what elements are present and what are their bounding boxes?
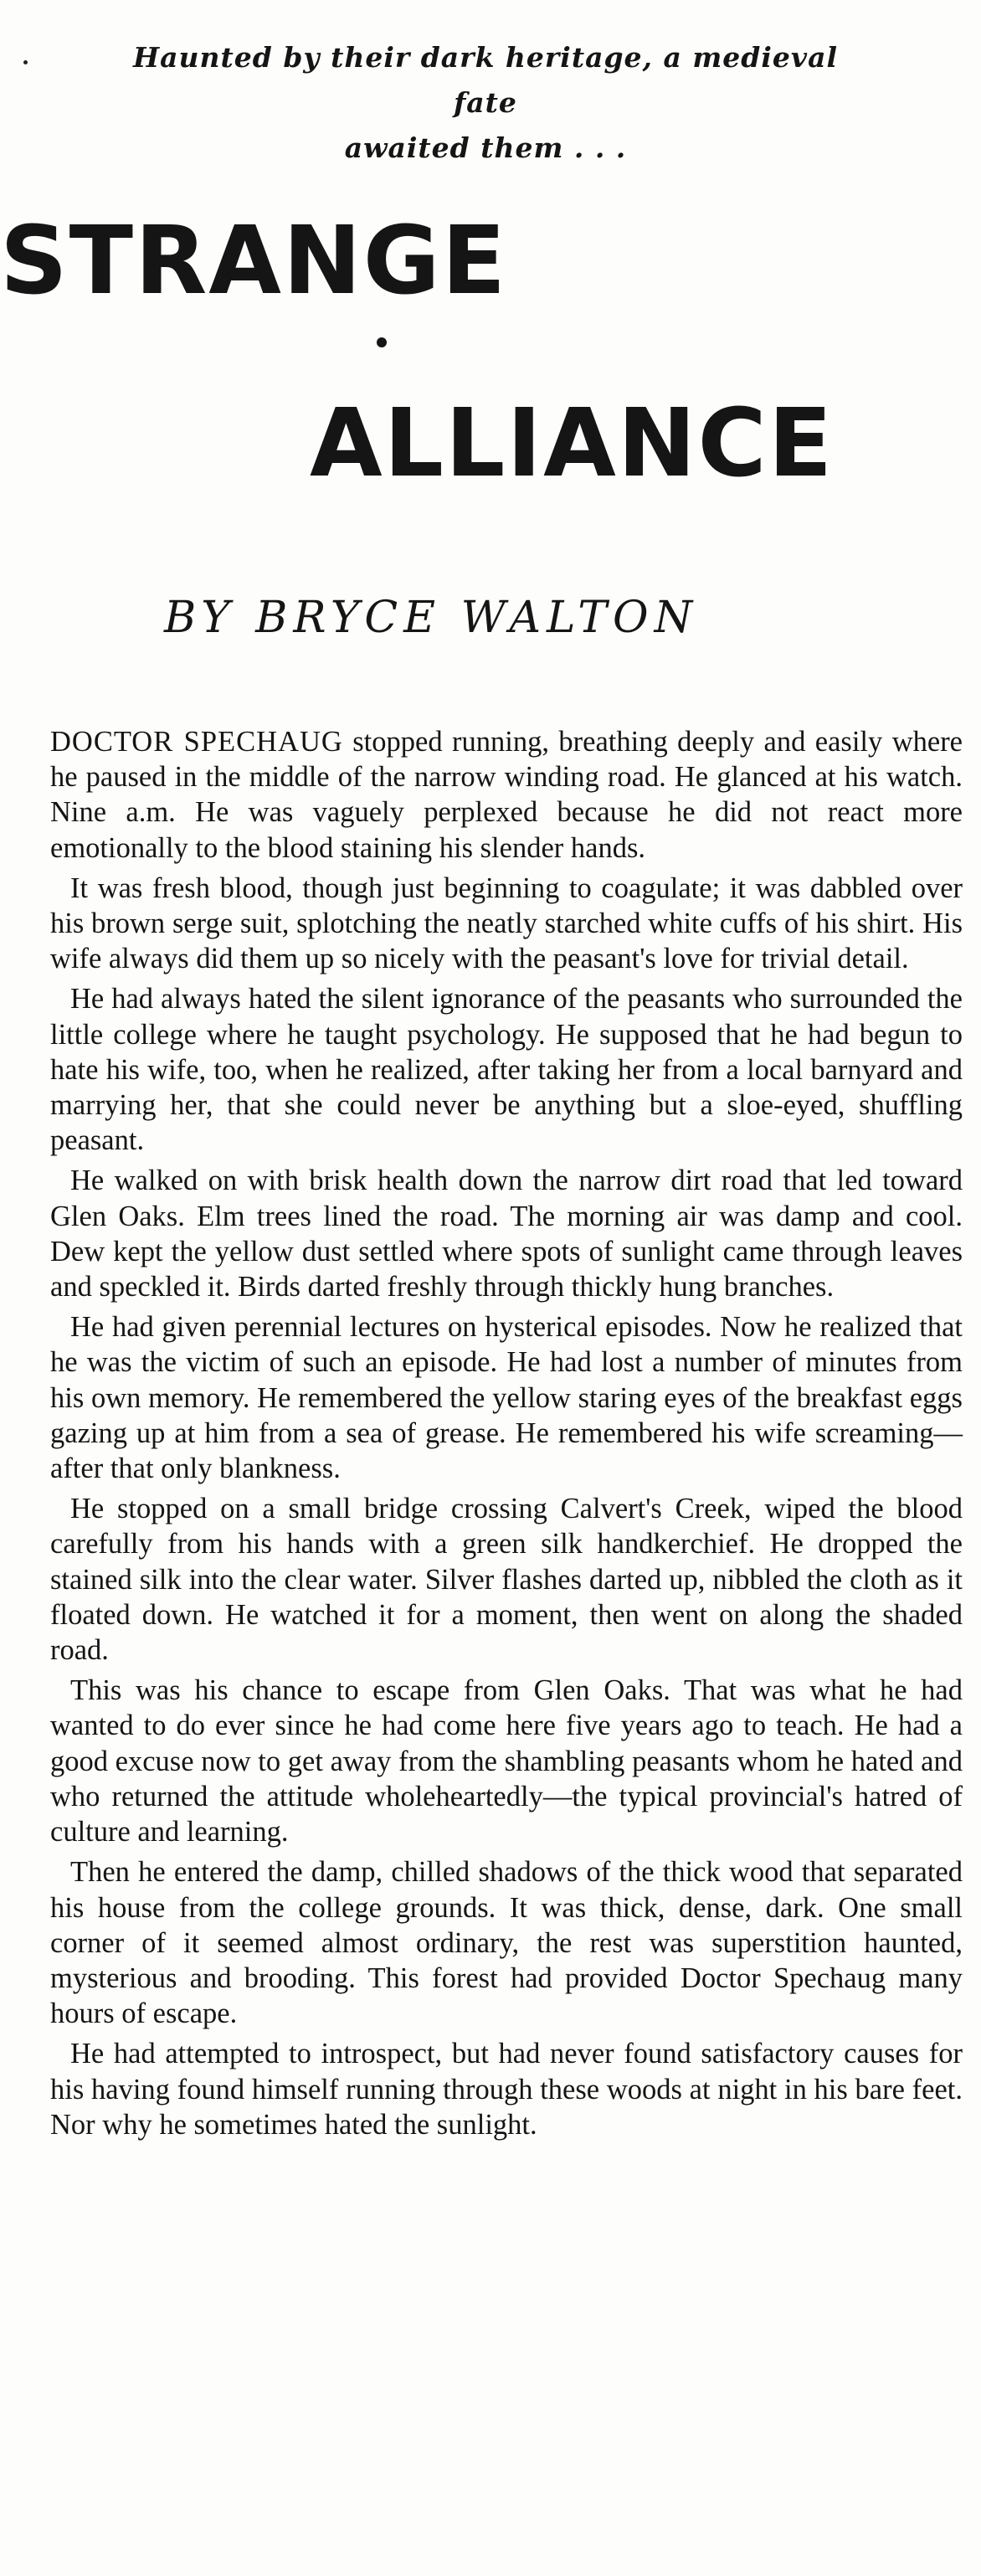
paragraph-5: He had given perennial lectures on hysterical episodes. Now he realized that he was the victim of such an episode. He had lost a number of minutes from his own memory. He remembered the yellow staring eyes of the breakfast eggs gazing up at him from a sea of grease. He remembered his wife screaming—after that only blankness. [50,1311,963,1485]
tagline-line-1: Haunted by their dark heritage, a medieval fate [133,41,838,119]
title-line-1: STRANGE [0,207,508,316]
paragraph-8: Then he entered the damp, chilled shadows of the thick wood that separated his house from the college grounds. It was thick, dense, dark. One small corner of it seemed almost ordinary, the rest was superstition haunted, mysterious and brooding. This forest had provided Doctor Spechaug many hours of escape. [50,1856,963,2030]
opening-caps: DOCTOR SPECHAUG [50,726,343,758]
paragraph-7: This was his chance to escape from Glen Oaks. That was what he had wanted to do ever since he had come here five years ago to teach. He had a good excuse now to get away from the shambling peasants whom he hated and who returned the attitude wholeheartedly—the typical provincial's hatred of culture and learning. [50,1674,963,1848]
paragraph-9: He had attempted to introspect, but had never found satisfactory causes for his having found himself running through these woods at night in his bare feet. Nor why he sometimes hated the sunlight. [50,2038,963,2141]
paragraph-2: It was fresh blood, though just beginning to coagulate; it was dabbled over his brown serge suit, splotching the neatly starched white cuffs of his shirt. His wife always did them up so nicely with the peasant's love for trivial detail. [50,872,963,975]
story-tagline [100,35,871,171]
author-byline: BY BRYCE WALTON [164,593,699,643]
story-body [50,724,963,2147]
paragraph-1-text: stopped running, breathing deeply and easily where he paused in the middle of the narrow winding road. He glanced at his watch. Nine a.m. He was vaguely perplexed because he did not react more emotionally to the blood staining his slender hands. [50,726,963,864]
paragraph-6: He stopped on a small bridge crossing Calvert's Creek, wiped the blood carefully from his hands with a green silk handkerchief. He dropped the stained silk into the clear water. Silver flashes darted up, nibbled the cloth as it floated down. He watched it for a moment, then went on along the shaded road. [50,1493,963,1667]
title-line-2: ALLIANCE [310,389,835,498]
tagline-line-2: awaited them . . . [344,131,627,164]
paragraph-1 [50,724,963,866]
title-separator-dot [377,337,387,347]
paragraph-4: He walked on with brisk health down the narrow dirt road that led toward Glen Oaks. Elm trees lined the road. The morning air was damp and cool. Dew kept the yellow dust settled where spots of sunlight came through leaves and speckled it. Birds darted freshly through thickly hung branches. [50,1165,963,1303]
margin-dot [23,60,28,64]
paragraph-3: He had always hated the silent ignorance of the peasants who surrounded the little college where he taught psychology. He supposed that he had begun to hate his wife, too, when he realized, after taking her from a local barnyard and marrying her, that she could never be anything but a sloe-eyed, shuffling peasant. [50,983,963,1157]
